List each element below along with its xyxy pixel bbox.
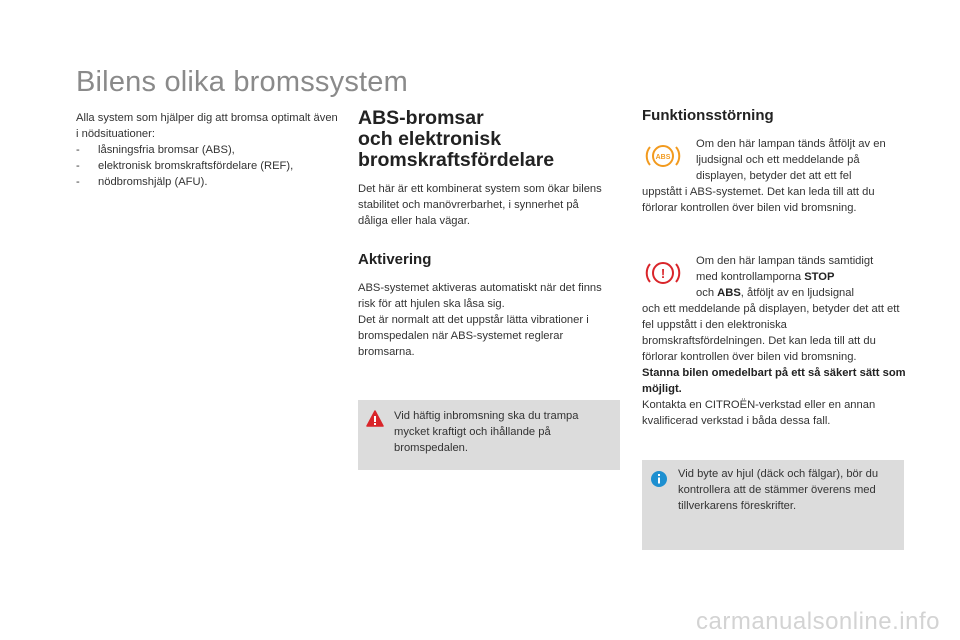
info-text: Vid byte av hjul (däck och fälgar), bör du kontrollera att de stämmer överens med tillverkarens föreskrifter. bbox=[678, 468, 879, 512]
svg-text:!: ! bbox=[660, 266, 666, 281]
malfunction-para-1-indented: Om den här lampan tänds åtföljt av en ljudsignal och ett meddelande på displayen, betyder det att ett fel bbox=[696, 138, 886, 182]
abs-heading: ABS-bromsar och elektronisk bromskraftsfördelare bbox=[358, 107, 555, 171]
activation-text-1: ABS-systemet aktiveras automatiskt när det finns risk för att hjulen ska låsa sig. bbox=[358, 282, 602, 310]
intro-block bbox=[76, 110, 338, 190]
warning-icon bbox=[366, 410, 384, 428]
malfunction-para-2-bold: Stanna bilen omedelbart på ett så säkert sätt som möjligt. bbox=[642, 367, 906, 395]
footer-watermark: carmanualsonline.info bbox=[696, 608, 940, 635]
malfunction-para-2 bbox=[642, 253, 906, 429]
activation-heading: Aktivering bbox=[358, 251, 432, 268]
malfunction-para-2-indented: Om den här lampan tänds samtidigt med kontrollamporna STOP och ABS, åtföljt av en ljudsignal bbox=[696, 255, 874, 299]
intro-text: Alla system som hjälper dig att bromsa optimalt även i nödsituationer: bbox=[76, 112, 338, 140]
svg-text:ABS: ABS bbox=[655, 154, 671, 161]
info-icon bbox=[650, 470, 668, 488]
activation-section bbox=[358, 252, 608, 360]
warning-text: Vid häftig inbromsning ska du trampa mycket kraftigt och ihållande på bromspedalen. bbox=[394, 410, 579, 454]
list-item: - nödbromshjälp (AFU). bbox=[76, 176, 208, 188]
list-item: - elektronisk bromskraftsfördelare (REF), bbox=[76, 160, 294, 172]
abs-description: Det här är ett kombinerat system som ökar bilens stabilitet och manövrerbarhet, i synnerhet på dåliga eller hala vägar. bbox=[358, 183, 602, 227]
info-box bbox=[642, 460, 904, 550]
intro-list bbox=[76, 142, 338, 190]
activation-text-2: Det är normalt att det uppstår lätta vibrationer i bromspedalen när ABS-systemet reglerar bromsarna. bbox=[358, 314, 589, 358]
abs-section bbox=[358, 108, 608, 229]
page-title: Bilens olika bromssystem bbox=[76, 66, 408, 98]
malfunction-para-2-rest: och ett meddelande på displayen, betyder det att ett fel uppstått i den elektroniska bromskraftsfördelningen. Det kan leda till att du förlorar kontrollen över bilen vid bromsning. bbox=[642, 303, 900, 363]
warning-box bbox=[358, 400, 620, 470]
list-item: - låsningsfria bromsar (ABS), bbox=[76, 144, 235, 156]
malfunction-para-1-rest: uppstått i ABS-systemet. Det kan leda till att du förlorar kontrollen över bilen vid bromsning. bbox=[642, 186, 875, 214]
malfunction-heading: Funktionsstörning bbox=[642, 107, 774, 124]
malfunction-para-2-end: Kontakta en CITROËN-verkstad eller en annan kvalificerad verkstad i båda dessa fall. bbox=[642, 399, 876, 427]
malfunction-para-1 bbox=[642, 136, 904, 216]
